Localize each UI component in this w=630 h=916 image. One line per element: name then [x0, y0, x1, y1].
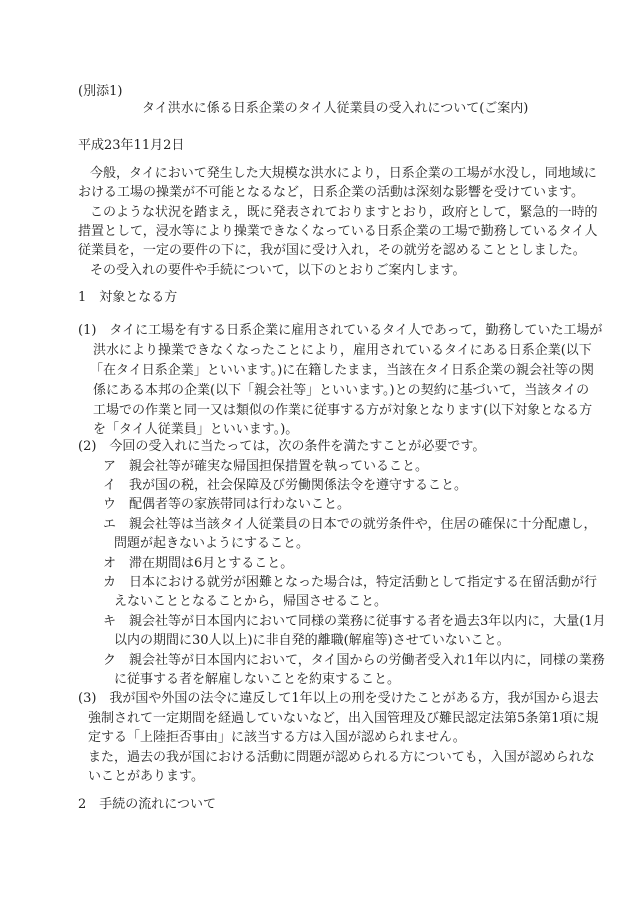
condition-line: オ 滞在期間は6月とすること。	[103, 556, 294, 571]
condition-line: ウ 配偶者等の家族帯同は行わないこと。	[103, 497, 351, 512]
item-line: 係にある本邦の企業(以下「親会社等」といいます。)との契約に基づいて，当該タイの	[93, 383, 590, 398]
condition-line: エ 親会社等は当該タイ人従業員の日本での就労条件や，住居の確保に十分配慮し，	[103, 517, 597, 532]
item-line: を「タイ人従業員」といいます。)。	[93, 422, 299, 437]
intro-line: おける工場の操業が不可能となるなど，日系企業の活動は深刻な影響を受けています。	[78, 185, 584, 200]
intro-line: 今般，タイにおいて発生した大規模な洪水により，日系企業の工場が水没し，同地域に	[90, 166, 597, 181]
item-line: 洪水により操業できなくなったことにより，雇用されているタイにある日系企業(以下	[93, 343, 592, 358]
intro-line: 措置として，浸水等により操業できなくなっている日系企業の工場で勤務しているタイ人	[78, 224, 598, 239]
item-line: いことがあります。	[88, 769, 204, 784]
item-line: 工場での作業と同一又は類似の作業に従事する方が対象となります(以下対象となる方	[93, 403, 593, 418]
item-line: (1) タイに工場を有する日系企業に雇用されているタイ人であって，勤務していた工場が	[78, 323, 603, 338]
item-line: 定する「上陸拒否事由」に該当する方は入国が認められません。	[88, 730, 466, 745]
item-line: (3) 我が国や外国の法令に違反して1年以上の刑を受けたことがある方，我が国から退去	[78, 691, 599, 706]
item-line: 強制されて一定期間を経過していないなど，出入国管理及び難民認定法第5条第1項に規	[88, 711, 599, 726]
section-heading: 1 対象となる方	[78, 290, 178, 305]
intro-line: このような状況を踏まえ，既に発表されておりますとおり，政府として，緊急的一時的	[90, 205, 598, 220]
item-line: 「在タイ日系企業」といいます。)に在籍したまま，当該在タイ日系企業の親会社等の関	[90, 363, 595, 378]
attachment-label: (別添1)	[78, 84, 123, 99]
intro-line: 従業員を，一定の要件の下に，我が国に受け入れ，その就労を認めることとしました。	[78, 243, 586, 258]
condition-line: 以内の期間に30人以上)に非自発的離職(解雇等)させていないこと。	[114, 633, 510, 648]
condition-line: ク 親会社等が日本国内において，タイ国からの労働者受入れ1年以内に，同様の業務	[103, 653, 605, 668]
condition-line: ア 親会社等が確実な帰国担保措置を執っていること。	[103, 459, 429, 474]
section-heading: 2 手続の流れについて	[78, 797, 217, 812]
condition-line: キ 親会社等が日本国内において同様の業務に従事する者を過去3年以内に，大量(1月	[103, 614, 606, 629]
condition-line: に従事する者を解雇しないことを約束すること。	[114, 672, 401, 687]
document-date: 平成23年11月2日	[78, 138, 185, 153]
intro-line: その受入れの要件や手続について，以下のとおりご案内します。	[90, 263, 466, 278]
document-title: タイ洪水に係る日系企業のタイ人従業員の受入れについて(ご案内)	[142, 101, 529, 116]
condition-line: 問題が起きないようにすること。	[114, 536, 310, 551]
condition-line: えないこととなることから，帰国させること。	[114, 594, 388, 609]
item-line: また，過去の我が国における活動に問題が認められる方についても，入国が認められな	[88, 750, 595, 765]
condition-line: カ 日本における就労が困難となった場合は，特定活動として指定する在留活動が行	[103, 575, 598, 590]
condition-line: イ 我が国の税，社会保障及び労働関係法令を遵守すること。	[103, 478, 468, 493]
item-line: (2) 今回の受入れに当たっては，次の条件を満たすことが必要です。	[78, 439, 486, 454]
